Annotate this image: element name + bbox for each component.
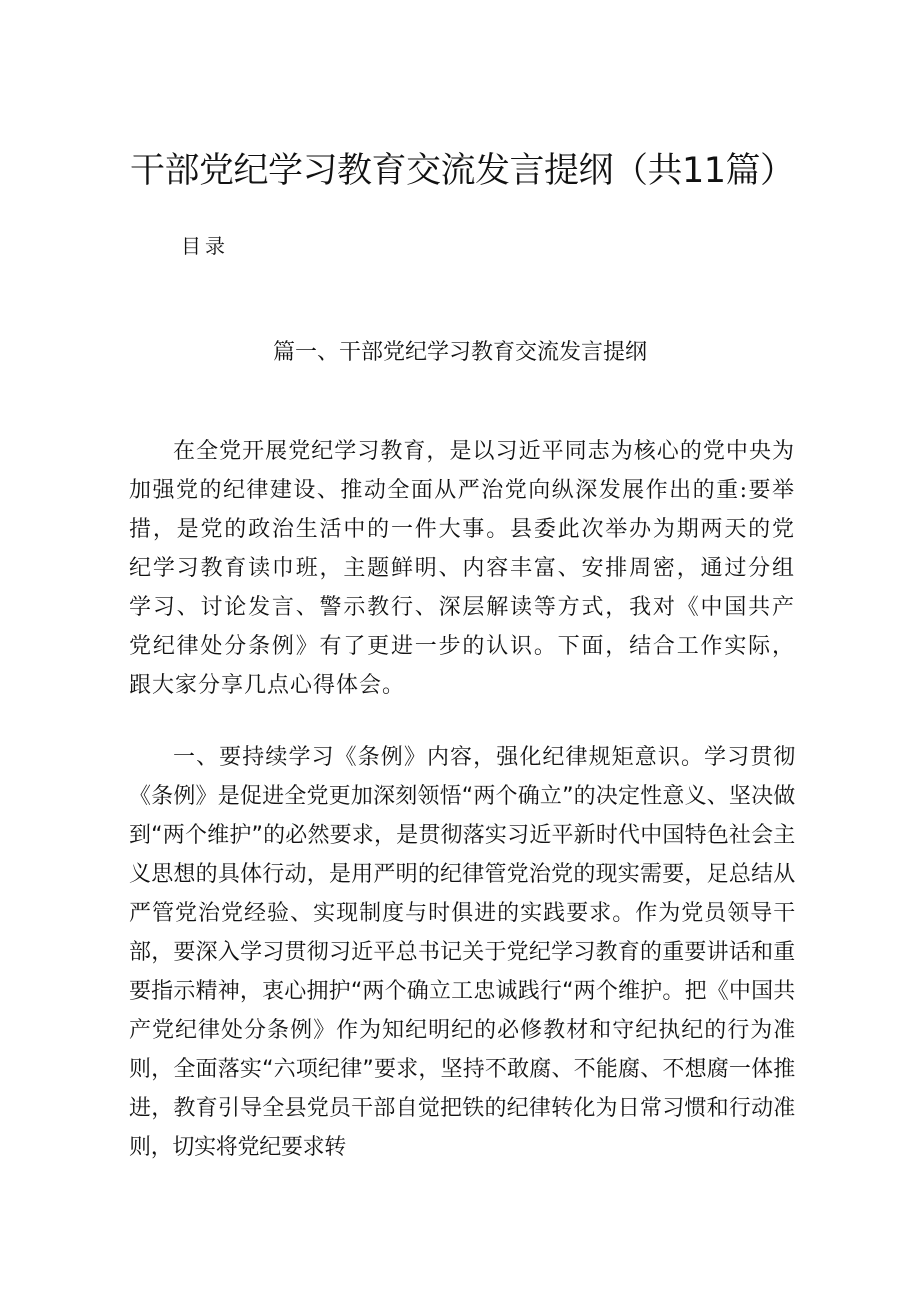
- toc-label: 目录: [181, 234, 229, 258]
- document-title: 干部党纪学习教育交流发言提纲（共11篇）: [130, 151, 795, 191]
- intro-paragraph: 在全党开展党纪学习教育，是以习近平同志为核心的党中央为加强党的纪律建设、推动全面从严治党向纵深发展作出的重:要举措，是党的政治生活中的一件大事。县委此次举办为期两天的党纪学习教育读巾班，主题鲜明、内容丰富、安排周密，通过分组学习、讨论发言、警示教行、深层解读等方式，我对《中国共产党纪律处分条例》有了更进一步的认识。下面，结合工作实际，跟大家分享几点心得体会。: [129, 439, 795, 698]
- point-one-paragraph: 一、要持续学习《条例》内容，强化纪律规矩意识。学习贯彻《条例》是促进全党更加深刻领悟“两个确立”的决定性意义、坚决做到“两个维护”的必然要求，是贯彻落实习近平新时代中国特色社会主义思想的具体行动，是用严明的纪律管党治党的现实需要，足总结从严管党治党经验、实现制度与时俱进的实践要求。作为党员领导干部，要深入学习贯彻习近平总书记关于党纪学习教育的重要讲话和重要指示精神，衷心拥护“两个确立工忠诚践行“两个维护。把《中国共产党纪律处分条例》作为知纪明纪的必修教材和守纪执纪的行为准则，全面落实“六项纪律”要求，坚持不敢腐、不能腐、不想腐一体推进，教育引导全县党员干部自觉把铁的纪律转化为日常习惯和行动准则，切实将党纪要求转: [129, 745, 795, 1160]
- section-title: 篇一、干部党纪学习教育交流发言提纲: [272, 340, 647, 365]
